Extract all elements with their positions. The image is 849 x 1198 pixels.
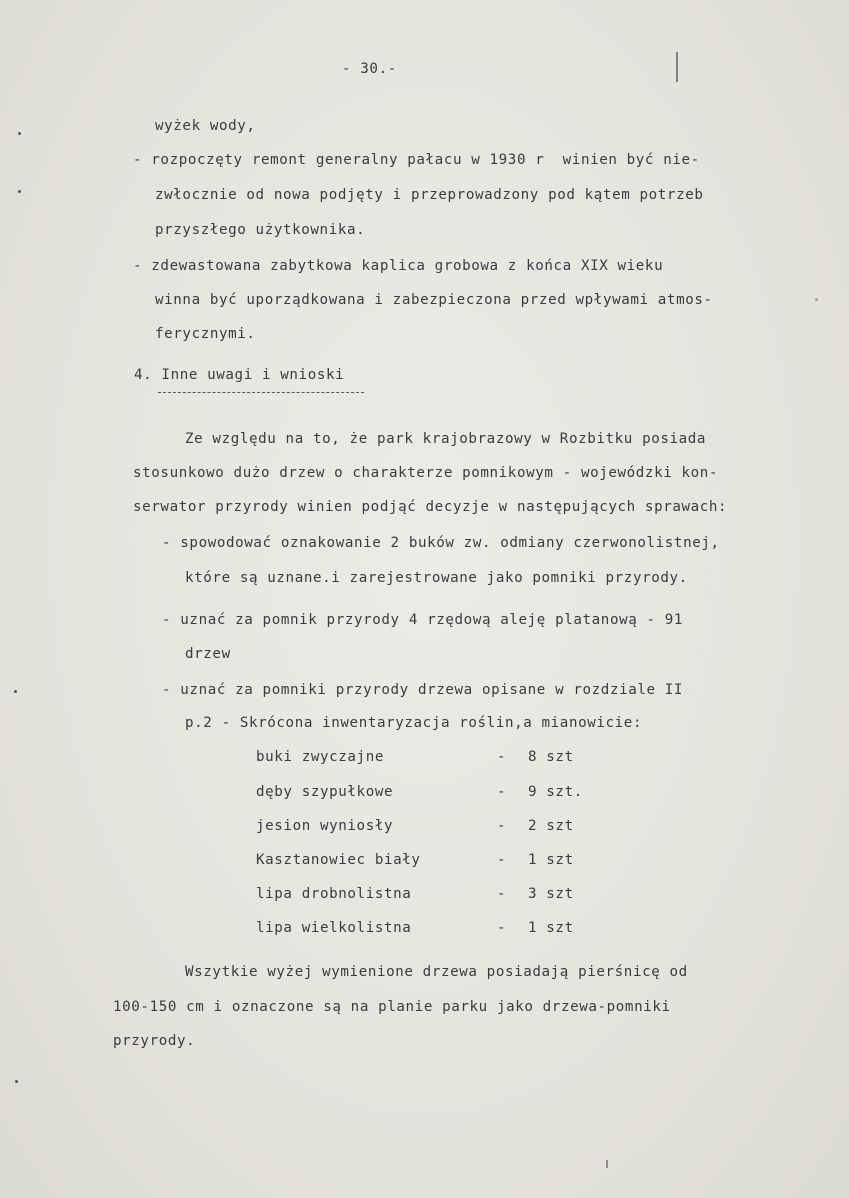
list-item-line: drzew (185, 646, 231, 662)
tree-name: lipa drobnolistna (256, 886, 412, 902)
paragraph-line: stosunkowo dużo drzew o charakterze pomnikowym - wojewódzki kon- (133, 465, 719, 481)
tree-dash: - (497, 886, 507, 902)
scan-mark (18, 132, 21, 135)
bullet-line: - zdewastowana zabytkowa kaplica grobowa z końca XIX wieku (133, 258, 664, 274)
tree-dash: - (497, 920, 507, 936)
scan-mark (676, 52, 678, 82)
tree-name: buki zwyczajne (256, 749, 384, 765)
tree-dash: - (497, 784, 507, 800)
list-item-line: p.2 - Skrócona inwentaryzacja roślin,a mianowicie: (185, 715, 643, 731)
bullet-line: przyszłego użytkownika. (155, 222, 366, 238)
tree-dash: - (497, 818, 507, 834)
paragraph-line: Ze względu na to, że park krajobrazowy w Rozbitku posiada (185, 431, 707, 447)
paragraph-line: 100-150 cm i oznaczone są na planie parku jako drzewa-pomniki (113, 999, 671, 1015)
bullet-line: - rozpoczęty remont generalny pałacu w 1930 r winien być nie- (133, 152, 700, 168)
section-heading: 4. Inne uwagi i wnioski (134, 367, 345, 383)
tree-quantity: 3 szt (528, 886, 574, 902)
tree-quantity: 8 szt (528, 749, 574, 765)
tree-quantity: 1 szt (528, 852, 574, 868)
tree-name: lipa wielkolistna (256, 920, 412, 936)
scan-mark (15, 1080, 18, 1083)
list-item-line: - uznać za pomniki przyrody drzewa opisane w rozdziale II (162, 682, 684, 698)
scan-mark (606, 1160, 608, 1168)
scan-mark (14, 690, 17, 693)
list-item-line: które są uznane.i zarejestrowane jako pomniki przyrody. (185, 570, 688, 586)
bullet-line: ferycznymi. (155, 326, 256, 342)
tree-quantity: 2 szt (528, 818, 574, 834)
tree-name: dęby szypułkowe (256, 784, 394, 800)
paragraph-line: serwator przyrody winien podjąć decyzje w następujących sprawach: (133, 499, 728, 515)
paragraph-line: przyrody. (113, 1033, 196, 1049)
tree-quantity: 9 szt. (528, 784, 583, 800)
list-item-line: - spowodować oznakowanie 2 buków zw. odmiany czerwonolistnej, (162, 535, 720, 551)
scan-mark (815, 298, 818, 301)
bullet-line: zwłocznie od nowa podjęty i przeprowadzony pod kątem potrzeb (155, 187, 704, 203)
scan-mark (18, 190, 21, 193)
heading-underline (158, 392, 364, 393)
list-item-line: - uznać za pomnik przyrody 4 rzędową aleję platanową - 91 (162, 612, 684, 628)
tree-name: Kasztanowiec biały (256, 852, 421, 868)
tree-quantity: 1 szt (528, 920, 574, 936)
text-line: wyżek wody, (155, 118, 256, 134)
tree-dash: - (497, 852, 507, 868)
page-number: - 30.- (342, 61, 397, 77)
tree-name: jesion wyniosły (256, 818, 394, 834)
paragraph-line: Wszytkie wyżej wymienione drzewa posiadają pierśnicę od (185, 964, 688, 980)
tree-dash: - (497, 749, 507, 765)
bullet-line: winna być uporządkowana i zabezpieczona przed wpływami atmos- (155, 292, 713, 308)
